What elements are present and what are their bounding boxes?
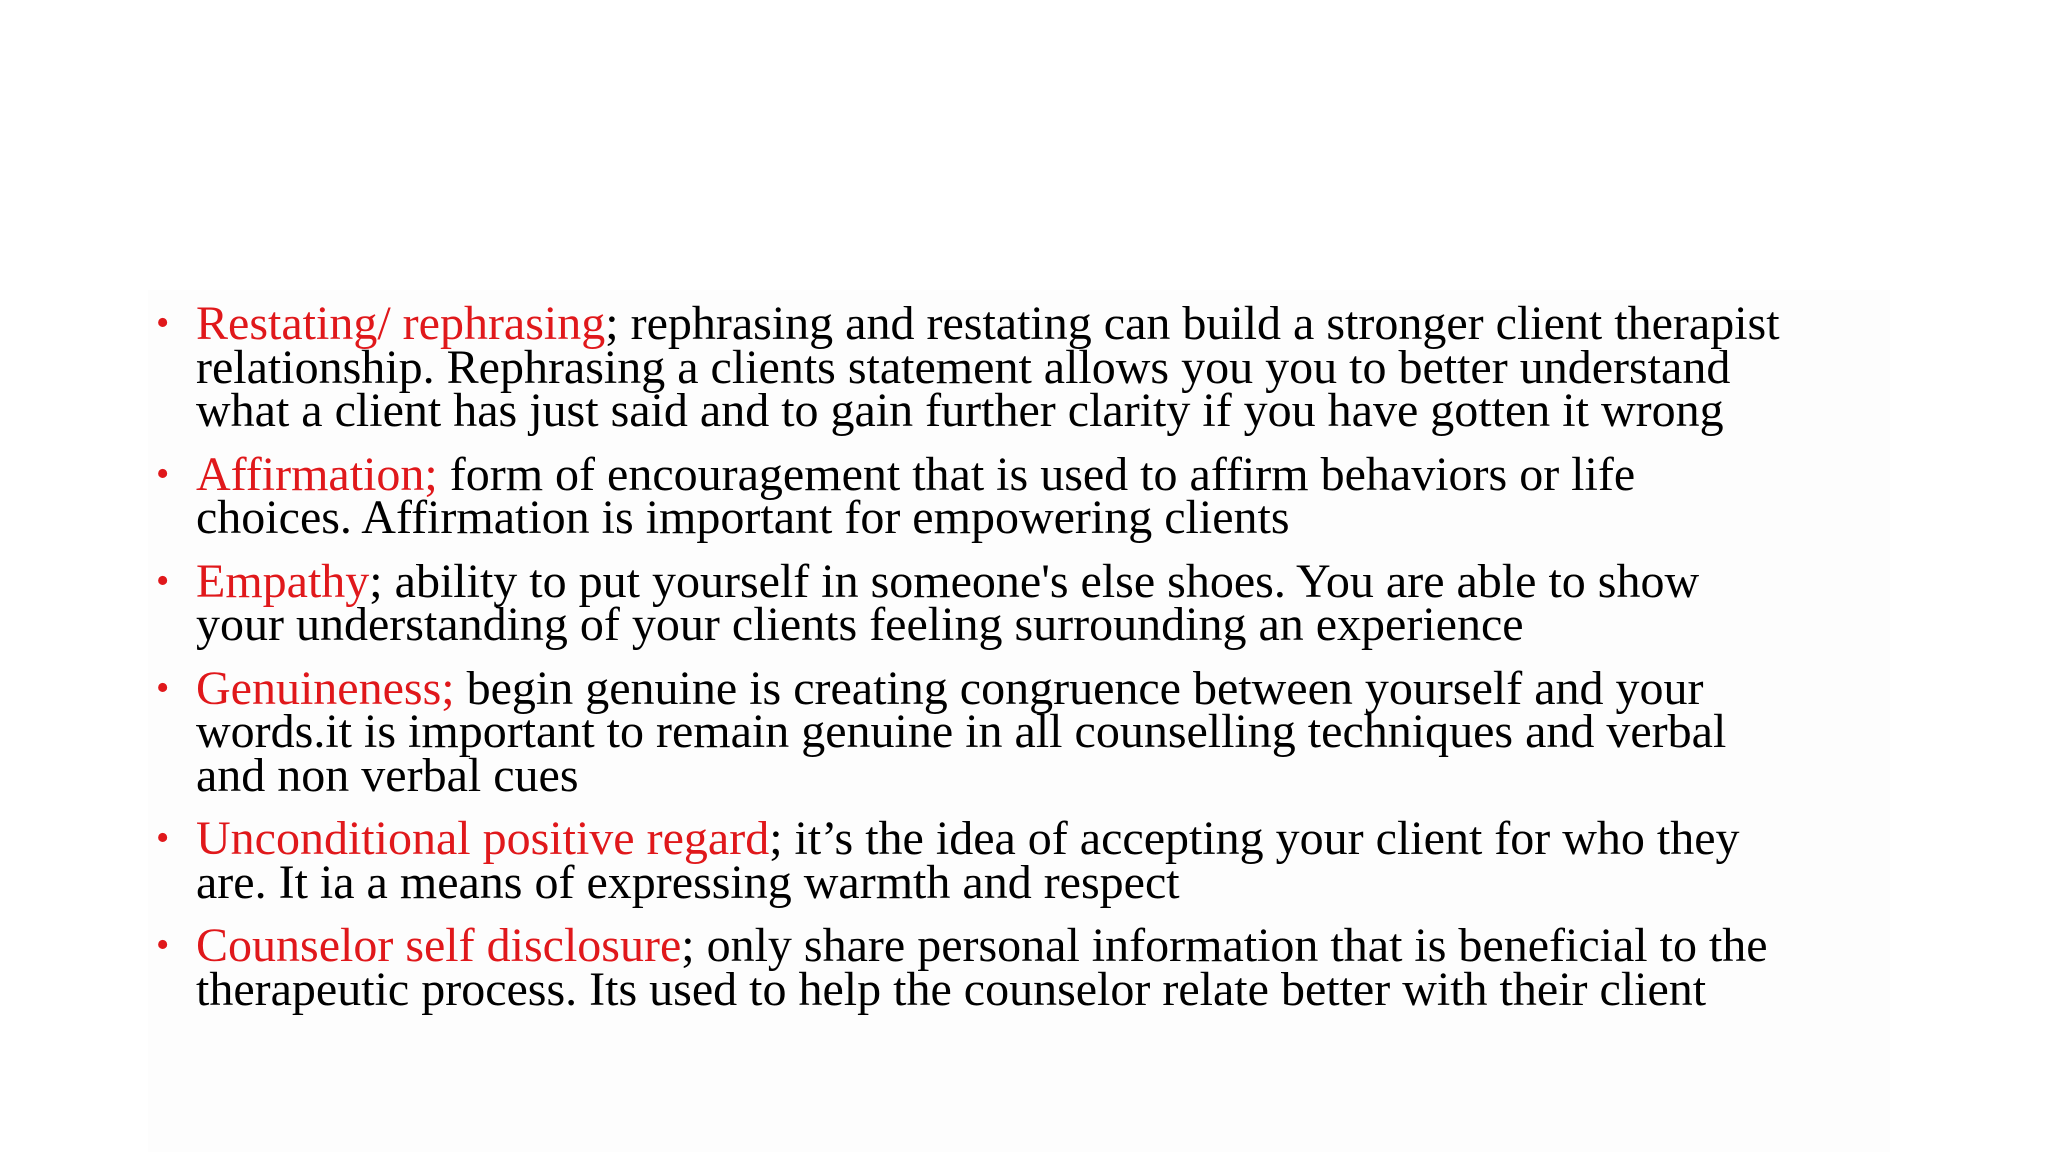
bullet-line-1 xyxy=(196,554,1908,608)
bullet-text: ; only share personal information that is beneficial to the xyxy=(681,919,1768,972)
bullet-item-genuineness xyxy=(148,661,1908,802)
bullet-dot-icon: • xyxy=(156,817,170,859)
bullet-dot-icon: • xyxy=(156,559,170,602)
bullet-text: ; it’s the idea of accepting your client for who they xyxy=(769,812,1740,865)
bullet-dot-icon: • xyxy=(156,924,170,966)
bullet-item-affirmation xyxy=(148,447,1908,544)
bullet-line-1 xyxy=(196,812,1908,865)
bullet-line-2: words.it is important to remain genuine in all counselling techniques and verbal xyxy=(196,705,1727,758)
bullet-line-1 xyxy=(196,297,1908,350)
bullet-line-3: and non verbal cues xyxy=(196,748,579,802)
bullet-text: ; ability to put yourself in someone's else shoes. You are able to show xyxy=(369,554,1700,608)
bullet-term: Counselor self disclosure xyxy=(196,919,682,972)
bullet-term: Unconditional positive regard xyxy=(196,812,770,865)
bullet-line-2: your understanding of your clients feeling surrounding an experience xyxy=(196,598,1524,651)
bullet-text: begin genuine is creating congruence between yourself and your xyxy=(454,661,1704,715)
bullet-term: Genuineness; xyxy=(196,661,455,715)
bullet-line-1 xyxy=(196,919,1908,972)
bullet-term: Restating/ rephrasing xyxy=(196,297,606,350)
bullet-line-1 xyxy=(196,661,1908,715)
bullet-line-2: therapeutic process. Its used to help the counselor relate better with their client xyxy=(196,962,1707,1016)
bullet-dot-icon: • xyxy=(156,302,170,344)
bullet-line-2: choices. Affirmation is important for empowering clients xyxy=(196,491,1290,544)
bullet-item-empathy xyxy=(148,554,1908,651)
bullet-dot-icon: • xyxy=(156,452,170,495)
bullet-item-unconditional-positive-regard xyxy=(148,812,1908,909)
bullet-dot-icon: • xyxy=(156,666,170,709)
bullet-term: Affirmation; xyxy=(196,447,438,501)
bullet-text: ; rephrasing and restating can build a stronger client therapist xyxy=(605,297,1780,350)
bullet-item-restating xyxy=(148,297,1908,437)
bullet-list xyxy=(148,297,1908,1031)
bullet-line-2: are. It ia a means of expressing warmth and respect xyxy=(196,855,1180,909)
bullet-line-3: what a client has just said and to gain further clarity if you have gotten it wrong xyxy=(196,384,1724,437)
bullet-text: form of encouragement that is used to affirm behaviors or life xyxy=(437,447,1636,501)
bullet-line-1 xyxy=(196,447,1908,501)
bullet-item-counselor-self-disclosure xyxy=(148,919,1908,1016)
bullet-term: Empathy xyxy=(196,554,370,608)
bullet-line-2: relationship. Rephrasing a clients statement allows you you to better understand xyxy=(196,340,1731,394)
